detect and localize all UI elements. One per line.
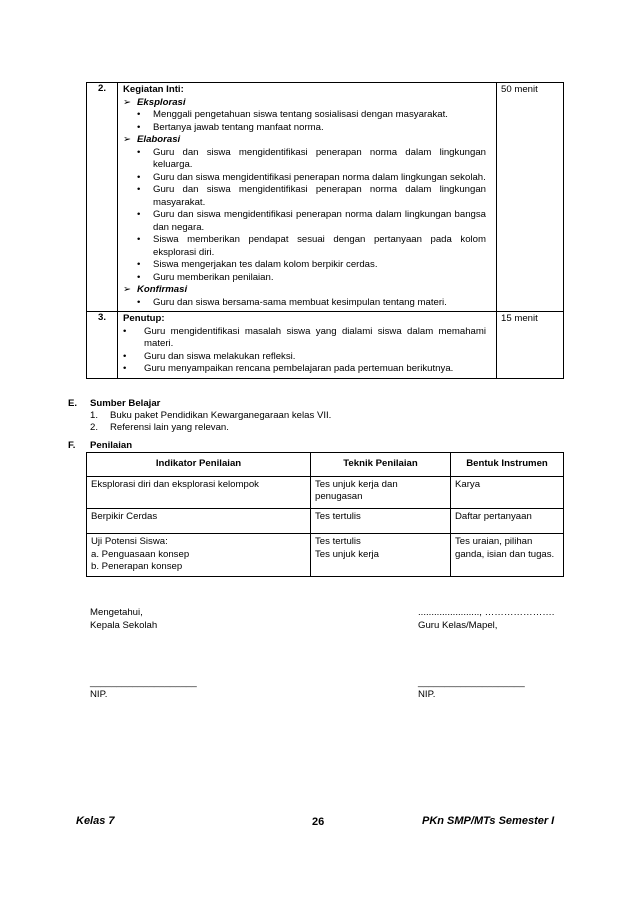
footer-subject: PKn SMP/MTs Semester I <box>422 815 555 827</box>
activity-description <box>118 312 497 379</box>
page-number: 26 <box>312 816 325 828</box>
list-number: 1. <box>90 410 99 421</box>
signature-left-role: Kepala Sekolah <box>90 620 158 631</box>
list-item: • Guru dan siswa mengidentifikasi penerapan norma dalam lingkungan sekolah. <box>137 171 486 183</box>
signature-right-role: Guru Kelas/Mapel, <box>418 620 498 631</box>
bullet-icon: • <box>137 259 141 270</box>
list-item: • Guru dan siswa mengidentifikasi penerapan norma dalam lingkungan keluarga. <box>137 146 486 170</box>
table-row <box>87 508 564 534</box>
list-item: • Guru dan siswa mengidentifikasi penerapan norma dalam lingkungan masyarakat. <box>137 184 486 208</box>
signature-line: ____________________ <box>90 677 197 688</box>
bullet-icon: • <box>137 171 141 183</box>
bullet-icon: • <box>137 121 141 133</box>
bullet-icon: • <box>123 325 127 337</box>
arrow-icon: ➢ <box>123 134 132 145</box>
activity-duration: 50 menit <box>497 83 564 312</box>
bullet-icon: • <box>137 234 141 245</box>
table-cell: Tes unjuk kerja dan penugasan <box>311 476 451 508</box>
table-cell: Karya <box>451 476 564 508</box>
list-item: • Menggali pengetahuan siswa tentang sosialisasi dengan masyarakat. <box>137 109 448 120</box>
column-header: Bentuk Instrumen <box>451 453 564 477</box>
section-letter: F. <box>68 440 76 451</box>
list-item: • Guru dan siswa melakukan refleksi. <box>123 350 296 362</box>
activity-number: 2. <box>87 83 118 312</box>
phase-heading: ➢ Elaborasi <box>123 134 181 145</box>
bullet-icon: • <box>137 209 141 220</box>
section-title: Penilaian <box>90 440 133 451</box>
activity-heading: Kegiatan Inti: <box>123 84 184 95</box>
nip-label: NIP. <box>90 689 108 700</box>
bullet-icon: • <box>137 184 141 195</box>
bullet-icon: • <box>137 109 141 120</box>
list-item: • Guru menyampaikan rencana pembelajaran pada pertemuan berikutnya. <box>123 363 454 374</box>
list-item: • Guru memberikan penilaian. <box>137 271 274 283</box>
activity-row <box>87 83 564 312</box>
list-item: • Guru dan siswa bersama-sama membuat kesimpulan tentang materi. <box>137 296 447 308</box>
signature-left-label: Mengetahui, <box>90 607 143 618</box>
list-item: • Guru dan siswa mengidentifikasi penerapan norma dalam lingkungan bangsa dan negara. <box>137 209 486 233</box>
nip-label: NIP. <box>418 689 436 700</box>
table-cell: Berpikir Cerdas <box>87 508 311 534</box>
table-cell: Tes tertulis Tes unjuk kerja <box>311 534 451 577</box>
table-cell: Tes tertulis <box>311 508 451 534</box>
phase-heading: ➢ Konfirmasi <box>123 284 188 295</box>
table-cell: Eksplorasi diri dan eksplorasi kelompok <box>87 476 311 508</box>
table-row <box>87 476 564 508</box>
table-cell: Uji Potensi Siswa: a. Penguasaan konsep b. Penerapan konsep <box>87 534 311 577</box>
table-cell: Tes uraian, pilihan ganda, isian dan tugas. <box>451 534 564 577</box>
table-cell: Daftar pertanyaan <box>451 508 564 534</box>
signature-line: ____________________ <box>418 677 525 688</box>
activities-table <box>86 82 564 379</box>
footer-class: Kelas 7 <box>76 815 115 827</box>
column-header: Indikator Penilaian <box>87 453 311 477</box>
list-number: 2. <box>90 422 99 433</box>
list-item: • Siswa memberikan pendapat sesuai dengan pertanyaan pada kolom eksplorasi diri. <box>137 234 486 258</box>
bullet-icon: • <box>137 296 141 308</box>
phase-heading: ➢ Eksplorasi <box>123 96 186 108</box>
activity-row <box>87 312 564 379</box>
column-header: Teknik Penilaian <box>311 453 451 477</box>
activity-duration: 15 menit <box>497 312 564 379</box>
activity-number: 3. <box>87 312 118 379</box>
table-row <box>87 534 564 577</box>
table-header-row <box>87 453 564 477</box>
list-item: • Guru mengidentifikasi masalah siswa yang dialami siswa dalam memahami materi. <box>123 325 486 349</box>
signature-place-date: ......................., …………………. <box>418 607 555 618</box>
list-item: • Bertanya jawab tentang manfaat norma. <box>137 121 324 133</box>
list-item: Buku paket Pendidikan Kewarganegaraan kelas VII. <box>110 410 332 421</box>
arrow-icon: ➢ <box>123 96 132 108</box>
bullet-icon: • <box>137 271 141 283</box>
list-item: • Siswa mengerjakan tes dalam kolom berpikir cerdas. <box>137 259 378 270</box>
arrow-icon: ➢ <box>123 284 132 295</box>
activity-heading: Penutup: <box>123 313 165 324</box>
bullet-icon: • <box>137 146 141 158</box>
bullet-icon: • <box>123 350 127 362</box>
section-title: Sumber Belajar <box>90 398 161 409</box>
assessment-table <box>86 452 564 577</box>
section-letter: E. <box>68 398 78 409</box>
activity-description <box>118 83 497 312</box>
list-item: Referensi lain yang relevan. <box>110 422 229 433</box>
bullet-icon: • <box>123 363 127 374</box>
